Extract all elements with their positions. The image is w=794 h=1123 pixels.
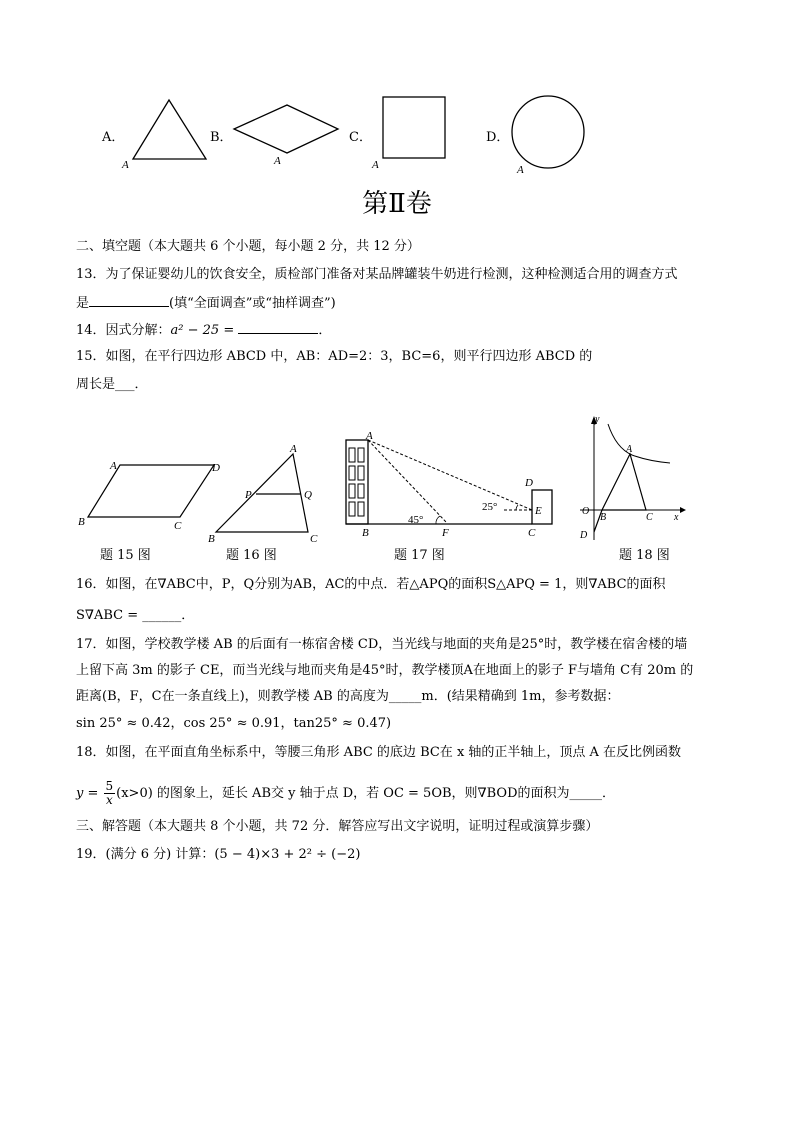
option-d-circle-figure <box>505 92 595 177</box>
q17-line1: 17．如图，学校教学楼 AB 的后面有一栋宿舍楼 CD，当光线与地面的夹角是25°时，教学楼在宿舍楼的墙 <box>76 637 688 652</box>
option-a-triangle-figure <box>118 94 218 174</box>
figure-17-buildings <box>336 426 566 546</box>
figure-16-triangle <box>200 442 330 547</box>
angle-arc-25 <box>516 505 518 510</box>
q16-line2: S∇ABC = ______． <box>76 608 195 623</box>
q13-line1: 13．为了保证婴幼儿的饮食安全，质检部门准备对某品牌罐装牛奶进行检测，这种检测适合用的调查方式 <box>76 267 678 282</box>
fig15-label-c: C <box>174 520 182 532</box>
fig17-label-b: B <box>362 527 369 539</box>
q18-frac-den: x <box>105 793 113 807</box>
fig16-label-q: Q <box>304 489 312 501</box>
figure-16-caption: 题 16 图 <box>226 548 277 563</box>
fig17-label-c: C <box>528 527 536 539</box>
option-b-rhombus-figure <box>228 100 348 170</box>
q17-line4: sin 25° ≈ 0.42，cos 25° ≈ 0.91，tan25° ≈ 0.47) <box>76 716 392 731</box>
fig18-label-d: D <box>580 530 588 541</box>
fig15-label-d: D <box>212 462 220 474</box>
fig16-label-c: C <box>310 533 318 545</box>
fig15-label-a: A <box>110 460 117 472</box>
light-ray-45 <box>368 440 446 522</box>
hyperbola-curve <box>608 424 670 463</box>
part2-header: 二、填空题（本大题共 6 个小题，每小题 2 分，共 12 分） <box>76 239 420 254</box>
figure-18-coordinate-plane <box>576 410 691 545</box>
q13-line2 <box>76 294 336 313</box>
q13-prefix: 是 <box>76 296 90 311</box>
fig16-label-b: B <box>208 533 215 545</box>
angle-arc-45 <box>436 516 440 524</box>
fig17-label-a: A <box>366 430 373 442</box>
figure-15-caption: 题 15 图 <box>100 548 151 563</box>
option-c-label: C． <box>349 130 372 145</box>
option-c-vertex: A <box>372 159 379 171</box>
q15-line1: 15．如图，在平行四边形 ABCD 中，AB：AD=2：3，BC=6，则平行四边形 ABCD 的 <box>76 349 593 364</box>
q14-answer-blank[interactable] <box>238 321 318 334</box>
building-windows <box>349 448 364 516</box>
q17-line3: 距离(B，F，C在一条直线上)，则教学楼 AB 的高度为_____m．(结果精确到 1m，参考数据： <box>76 689 620 704</box>
option-a-label: A． <box>102 130 125 145</box>
fig18-label-a: A <box>626 444 633 455</box>
q18-fraction <box>104 780 116 807</box>
option-b-label: B． <box>210 130 233 145</box>
circle-shape <box>512 96 584 168</box>
q13-answer-blank[interactable] <box>89 294 169 307</box>
option-c-square-figure <box>368 92 458 172</box>
q13-suffix: (填“全面调查”或“抽样调查”) <box>169 296 336 311</box>
triangle-abc <box>216 454 308 532</box>
fig17-label-e: E <box>535 505 542 517</box>
rhombus-shape <box>234 105 338 153</box>
q14-prefix: 14．因式分解： <box>76 323 171 338</box>
option-d-vertex: A <box>517 164 524 176</box>
fig18-label-o: O <box>582 506 590 517</box>
square-shape <box>383 97 445 158</box>
triangle-shape <box>133 100 206 159</box>
q17-line2: 上留下高 3m 的影子 CE，而当光线与地而夹角是45°时，教学楼顶A在地面上的影子 F与墙角 C有 20m 的 <box>76 663 694 678</box>
q18-y-equals: y = <box>76 786 99 801</box>
q14-expr: a² − 25 = <box>170 323 235 338</box>
figure-17-caption: 题 17 图 <box>394 548 445 563</box>
parallelogram-shape <box>88 465 214 517</box>
option-a-vertex: A <box>122 159 129 171</box>
fig17-angle-25: 25° <box>482 501 498 513</box>
fig17-label-f: F <box>442 527 449 539</box>
fig18-label-c: C <box>646 512 653 523</box>
section-title: 第Ⅱ卷 <box>362 189 432 219</box>
triangle-abc <box>602 454 646 510</box>
part3-header: 三、解答题（本大题共 8 个小题，共 72 分．解答应写出文字说明，证明过程或演算步骤） <box>76 819 599 834</box>
fig16-label-a: A <box>290 443 297 455</box>
q19-line: 19．(满分 6 分) 计算：(5 − 4)×3 + 2² ÷ (−2) <box>76 847 361 862</box>
q14-suffix: ． <box>318 323 332 338</box>
fig18-label-x: x <box>674 512 679 523</box>
fig17-label-d: D <box>525 477 533 489</box>
option-b-vertex: A <box>274 155 281 167</box>
q16-line1: 16．如图，在∇ABC中，P，Q分别为AB，AC的中点．若△APQ的面积S△APQ = 1，则∇ABC的面积 <box>76 577 666 592</box>
q18-rest: (x>0) 的图象上，延长 AB交 y 轴于点 D，若 OC = 5OB，则∇BOD的面积为_____． <box>116 786 615 801</box>
fig18-label-b: B <box>600 512 607 523</box>
q18-line1: 18．如图，在平面直角坐标系中，等腰三角形 ABC 的底边 BC在 x 轴的正半轴上，顶点 A 在反比例函数 <box>76 745 682 760</box>
q18-line2 <box>76 780 615 807</box>
option-d-label: D． <box>486 130 510 145</box>
fig16-label-p: P <box>245 489 252 501</box>
x-axis-arrow <box>680 507 686 513</box>
q15-line2: 周长是___． <box>76 377 148 392</box>
light-ray-25 <box>368 440 532 510</box>
fig17-angle-45: 45° <box>408 514 424 526</box>
fig15-label-b: B <box>78 516 85 528</box>
fig18-label-y: y <box>595 414 600 425</box>
figure-18-caption: 题 18 图 <box>619 548 670 563</box>
q14-line <box>76 321 331 340</box>
q18-frac-num: 5 <box>105 779 114 793</box>
